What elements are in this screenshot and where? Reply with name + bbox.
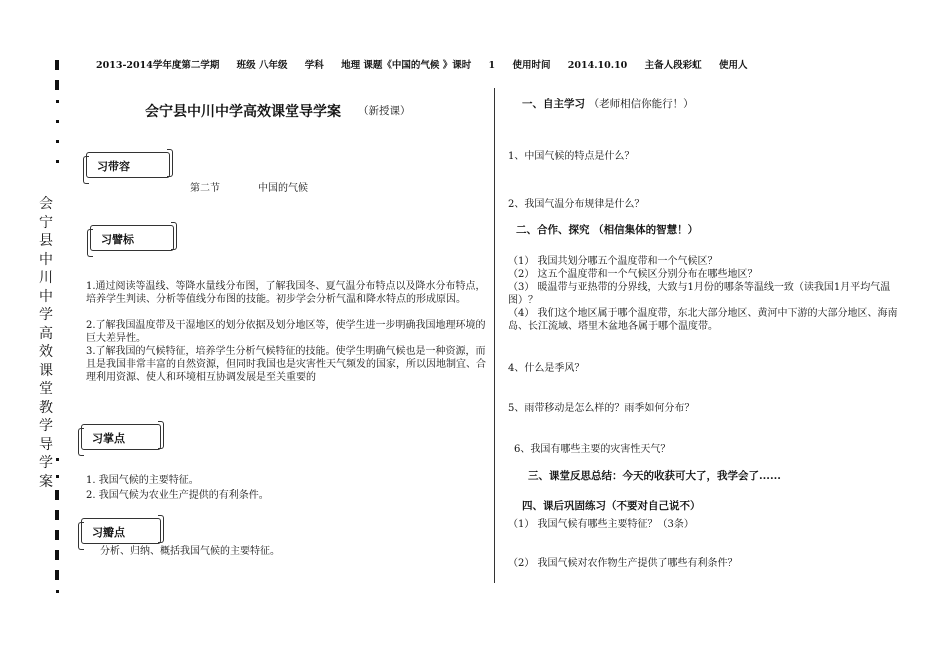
goal-1: 1.通过阅读等温线、等降水量线分布图，了解我国冬、夏气温分布特点以及降水分布特点，培养学生判读、分析等值线分布图的技能。初步学会分析气温和降水特点的形成原因。 — [86, 281, 486, 305]
key-point-1: 1. 我国气候的主要特征。 — [86, 475, 199, 486]
binding-dot — [56, 590, 59, 593]
question-6: 6、我国有哪些主要的灾害性天气？ — [514, 444, 671, 455]
section-practice: 四、课后巩固练习（不要对自己说不） — [522, 500, 701, 512]
binding-dot — [56, 475, 59, 478]
key-point-2: 2. 我国气候为农业生产提供的有利条件。 — [86, 490, 269, 501]
binding-dash — [55, 490, 59, 500]
header-info — [96, 57, 816, 71]
goal-2: 2.了解我国温度带及干湿地区的划分依据及划分地区等，使学生进一步明确我国地理环境的巨大差异性。 — [86, 320, 486, 344]
lesson-section: 第二节 — [190, 183, 220, 194]
section-cooperation: 二、合作、探究 （相信集体的智慧！） — [516, 224, 699, 236]
header-term: 2013-2014学年度第二学期 — [96, 60, 220, 71]
section-self-study: 一、自主学习 （老师相信你能行！） — [522, 98, 694, 110]
goal-3: 3.了解我国的气候特征，培养学生分析气候特征的技能。使学生明确气候也是一种资源，而且是我国非常丰富的自然资源，但同时我国也是灾害性天气频发的国家，所以因地制宜、合理利用资源、使人和环境相互协调发展是至关重要的 — [86, 346, 486, 383]
page-title-note: （新授课） — [358, 105, 411, 117]
question-4: 4、什么是季风？ — [508, 363, 585, 374]
study-content-banner — [86, 152, 170, 178]
difficult-points-label: 习瓣点 — [92, 526, 125, 539]
goals-banner — [90, 225, 174, 251]
coop-question-4: （4） 我们这个地区属于哪个温度带，东北大部分地区、黄河中下游的大部分地区、海南岛、长江流域、塔里木盆地各属于哪个温度带。 — [508, 308, 898, 332]
header-user: 使用人 — [718, 60, 748, 71]
binding-dot — [56, 100, 59, 103]
practice-question-1: （1） 我国气候有哪些主要特征？（3条） — [508, 519, 694, 530]
binding-dot — [56, 160, 59, 163]
difficult-points-banner — [81, 518, 161, 544]
binding-dash — [55, 530, 59, 540]
binding-dash — [55, 60, 59, 70]
binding-dot — [56, 120, 59, 123]
coop-question-2: （2） 这五个温度带和一个气候区分别分布在哪些地区？ — [508, 269, 758, 280]
practice-question-2: （2） 我国气候对农作物生产提供了哪些有利条件？ — [508, 558, 738, 569]
header-period: 1 — [488, 60, 496, 71]
binding-dot — [56, 140, 59, 143]
header-topic: 地理 课题《中国的气候 》课时 — [341, 60, 472, 71]
key-points-label: 习掌点 — [92, 432, 125, 445]
question-2: 2、我国气温分布规律是什么？ — [508, 199, 645, 210]
goals-label: 习譬标 — [101, 233, 134, 246]
header-class: 班级 八年级 — [236, 60, 288, 71]
coop-question-3: （3） 暖温带与亚热带的分界线，大致与1月份的哪条等温线一致（读我国1月平均气温图）？ — [508, 282, 891, 306]
header-preparer: 主备人段彩虹 — [644, 60, 702, 71]
question-5: 5、雨带移动是怎么样的？雨季如何分布？ — [508, 403, 695, 414]
coop-question-1: （1） 我国共划分哪五个温度带和一个气候区？ — [508, 256, 718, 267]
difficult-point: 分析、归纳、概括我国气候的主要特征。 — [100, 546, 280, 557]
section-reflection: 三、课堂反思总结：今天的收获可大了，我学会了...... — [528, 470, 781, 482]
binding-dot — [56, 458, 59, 461]
page-title: 会宁县中川中学高效课堂导学案 — [145, 104, 341, 120]
binding-dash — [55, 550, 59, 560]
key-points-banner — [81, 424, 161, 450]
column-divider — [494, 88, 495, 583]
side-title: 会 宁 县 中 川 中 学 高 效 课 堂 教 学 导 学 案 — [39, 196, 53, 490]
header-date-label: 使用时间 — [512, 60, 551, 71]
question-1: 1、中国气候的特点是什么？ — [508, 151, 635, 162]
lesson-name: 中国的气候 — [258, 183, 308, 194]
binding-dash — [55, 570, 59, 580]
binding-dash — [55, 510, 59, 520]
binding-dash — [55, 80, 59, 90]
header-date: 2014.10.10 — [567, 60, 628, 71]
header-subject-label: 学科 — [304, 60, 324, 71]
study-content-label: 习带容 — [97, 160, 130, 173]
